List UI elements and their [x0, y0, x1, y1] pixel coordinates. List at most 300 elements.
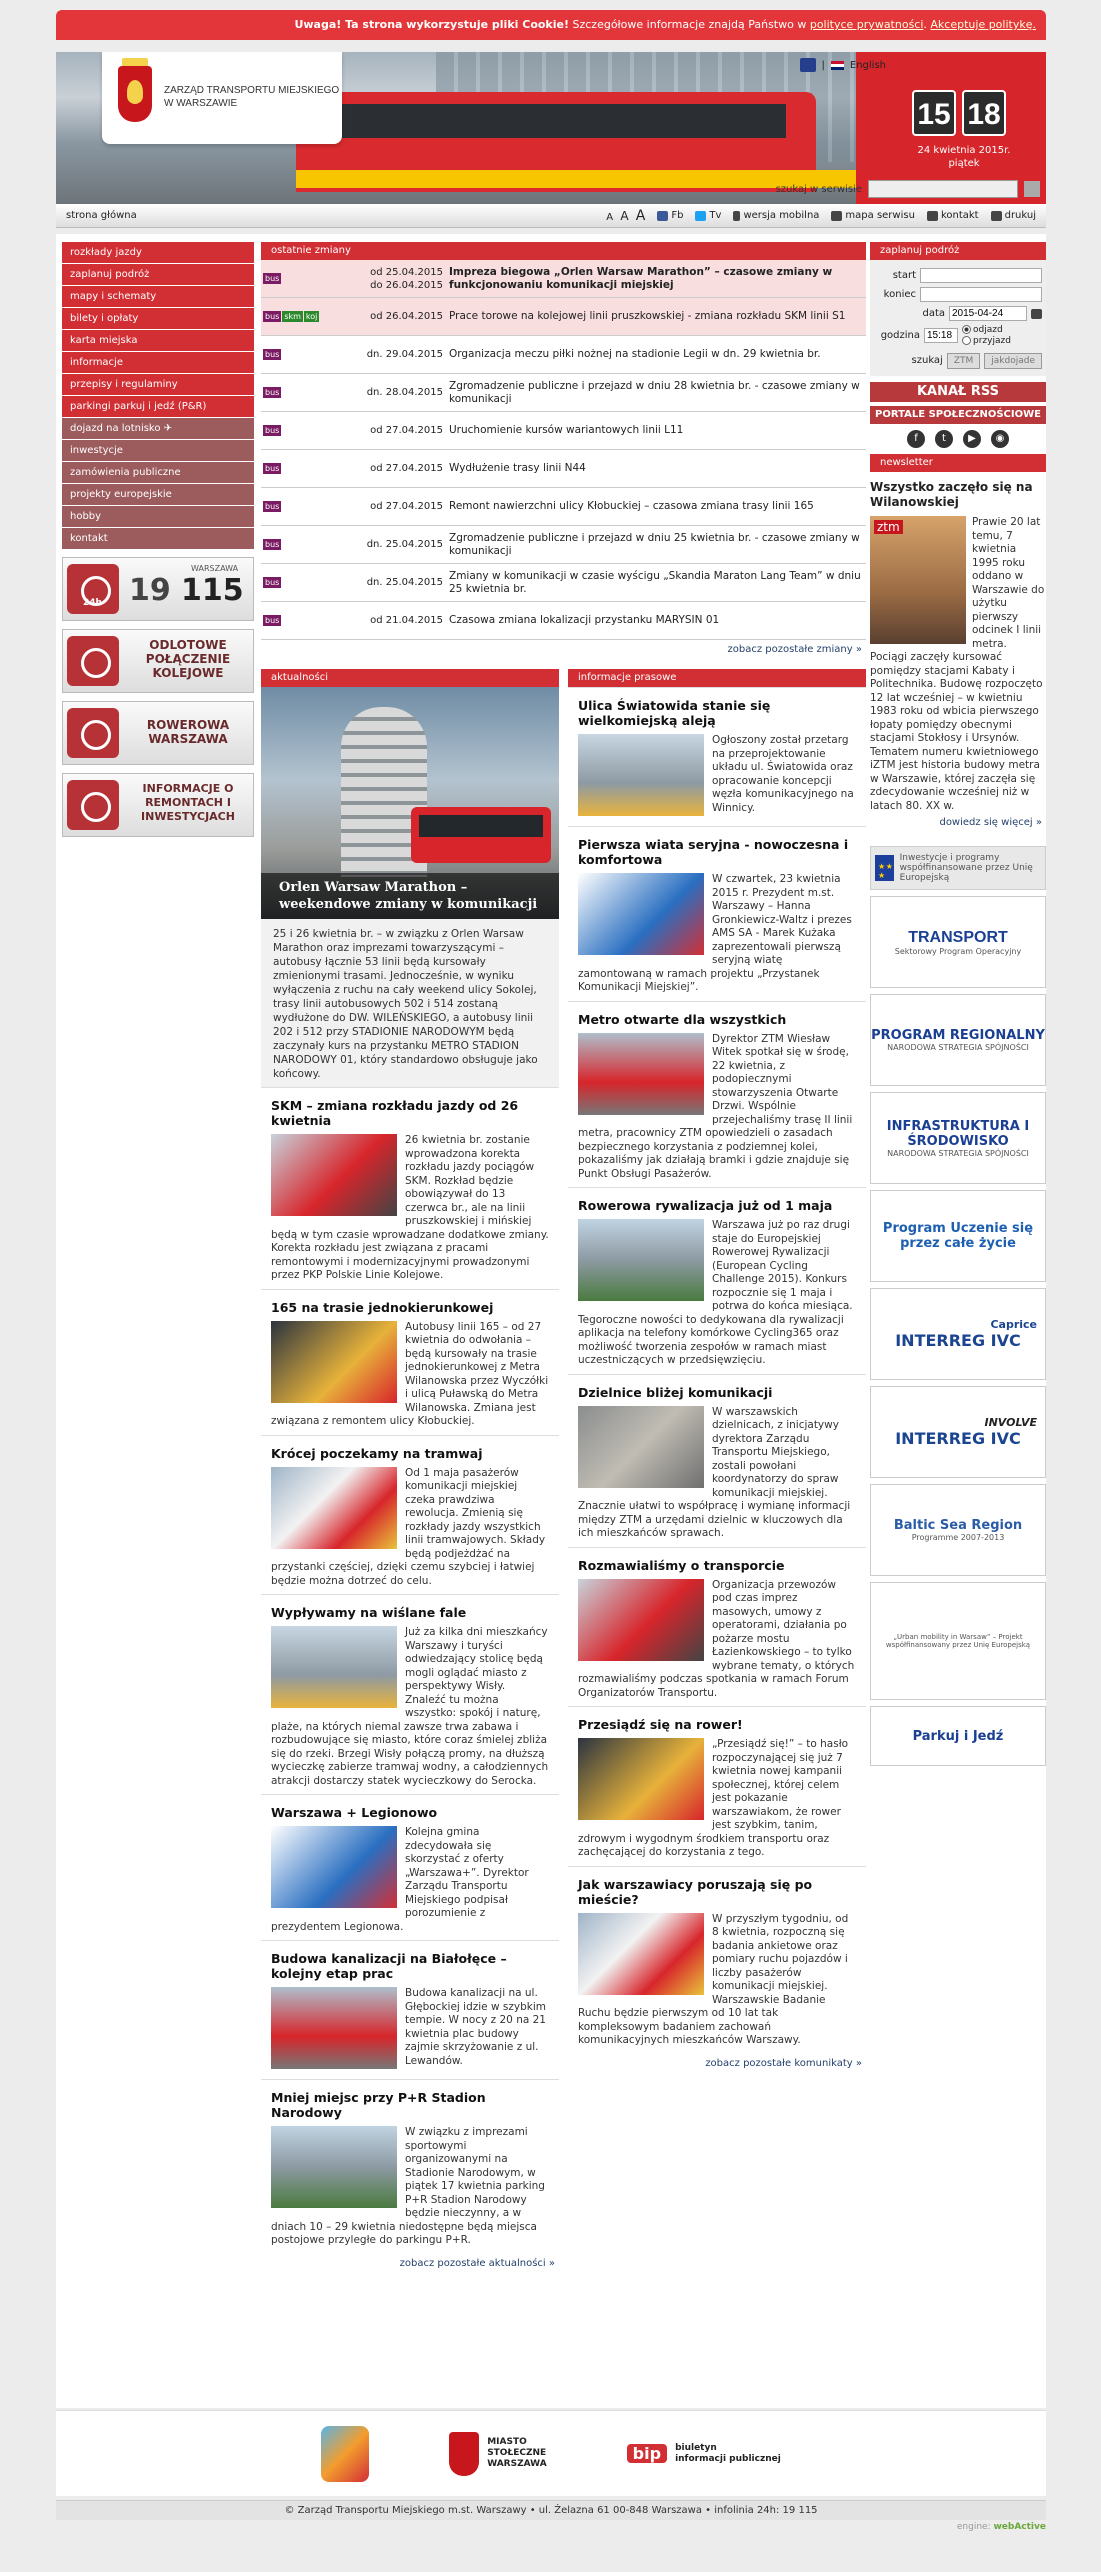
- facebook-icon: [657, 211, 668, 221]
- time-label: godzina: [880, 329, 920, 341]
- press-thumbnail[interactable]: [578, 1406, 704, 1488]
- arrival-label: przyjazd: [973, 335, 1011, 346]
- badge-bus: bus: [265, 426, 280, 435]
- change-date-from: od 27.04.2015: [370, 501, 443, 512]
- nav-item-karta[interactable]: karta miejska: [62, 330, 254, 351]
- eu-programs-label: Inwestycje i programy współfinansowane przez Unię Europejską: [899, 853, 1033, 883]
- rss-link[interactable]: KANAŁ RSS: [870, 382, 1046, 402]
- news-item: [261, 1289, 559, 1435]
- sitemap-label: mapa serwisu: [845, 210, 915, 221]
- youtube-icon[interactable]: ▶: [963, 430, 981, 448]
- worker-icon: [67, 780, 119, 830]
- sponsor-parkuj[interactable]: [870, 1706, 1046, 1766]
- toolbar-tools: [602, 208, 1036, 224]
- nav-item-parkingi[interactable]: parkingi parkuj i jedź (P&R): [62, 396, 254, 417]
- sponsor-infra-title: INFRASTRUKTURA I ŚRODOWISKO: [886, 1118, 1030, 1149]
- change-date-from: od 25.04.2015: [370, 266, 443, 278]
- promo-number-19: 19: [129, 573, 171, 608]
- press-text: „Przesiądź się!” – to hasło rozpoczynającej się już 7 kwietnia nowej kampanii społecznej, której celem jest pokazanie warszawiakom, że rower jest szybkim, tanim, zdrowym i wygodnym środkiem transportu oraz zachęcającej do korzystania z tego.: [578, 1738, 849, 1858]
- sitemap-icon: [831, 211, 842, 221]
- news-thumbnail[interactable]: [271, 1987, 397, 2069]
- date-text: 24 kwietnia 2015r.: [917, 145, 1011, 156]
- sponsor-baltic-sub: Programme 2007-2013: [911, 1533, 1005, 1542]
- news-title[interactable]: Budowa kanalizacji na Białołęce – kolejny etap prac: [271, 1951, 507, 1981]
- sponsor-baltic[interactable]: [870, 1484, 1046, 1576]
- promo-airport-rail[interactable]: [62, 629, 254, 693]
- featured-news-text: 25 i 26 kwietnia br. – w związku z Orlen Warsaw Marathon oraz imprezami towarzyszącymi – autobusy łącznie 53 linii będą kursowały zmienionymi trasami. Jednocześnie, w wyniku wyłączenia z ruchu na cały weekend ulicy Sokolej, trasy linii autobusowych 502 i 514 zostaną wydłużone do DW. WILEŃSKIEGO, a autobusy linii 202 i 512 przy STADIONIE NARODOWYM będą zaczynały kurs na przystanku METRO STADION NARODOWY 01, który standardowo obsługuje jako końcowy.: [261, 919, 559, 1087]
- warsaw-crest-icon: [449, 2432, 479, 2476]
- camera-icon[interactable]: ◉: [991, 430, 1009, 448]
- news-title[interactable]: SKM – zmiana rozkładu jazdy od 26 kwietnia: [271, 1098, 519, 1128]
- news-title[interactable]: 165 na trasie jednokierunkowej: [271, 1299, 494, 1315]
- press-item: [568, 826, 866, 1001]
- press-text: W warszawskich dzielnicach, z inicjatywy dyrektora Zarządu Transportu Miejskiego, zostali powołani koordynatorzy do spraw komunikacji miejskiej. Znacznie ułatwi to współpracę i wymianę informacji między ZTM a urzędami dzielnic w kluczowych dla ich mieszkańców sprawach.: [578, 1405, 851, 1539]
- change-dates: [323, 462, 449, 475]
- change-row[interactable]: [261, 602, 866, 640]
- sponsor-regional[interactable]: [870, 994, 1046, 1086]
- changes-list: [261, 260, 866, 640]
- newsletter-header: newsletter: [870, 454, 1046, 472]
- change-row[interactable]: [261, 564, 866, 602]
- change-title: Prace torowe na kolejowej linii pruszkowskiej - zmiana rozkładu SKM linii S1: [449, 310, 846, 322]
- promo-repairs-label: INFORMACJE O REMONTACH I INWESTYCJACH: [141, 782, 235, 823]
- arrow-icon: »: [855, 644, 862, 655]
- press-text: Dyrektor ZTM Wiesław Witek spotkał się w środę, 22 kwietnia, z podopiecznymi stowarzyszenia Otwarte Drzwi. Wspólnie przejechaliśmy trasę II linii metra, pracownicy ZTM opowiedzieli o zasadach bezpiecznego korzystania z podziemnej kolei, pokazaliśmy jak działają bramki i gdzie znajduje się Punkt Obsługi Pasażerów.: [578, 1032, 853, 1180]
- changes-header: ostatnie zmiany: [261, 242, 866, 260]
- news-text: Autobusy linii 165 – od 27 kwietnia do odwołania – będą kursowały na trasie jednokierunkowej z Metra Wilanowska przez Wyczółki i ulicą Puławską do Metra Wilanowska. Zmiana jest związana z remontem ulicy Kłobuckiej.: [271, 1320, 549, 1427]
- engine-name[interactable]: webActive: [993, 2522, 1046, 2532]
- press-item: [568, 1547, 866, 1707]
- change-title: Impreza biegowa „Orlen Warsaw Marathon” – czasowe zmiany w funkcjonowaniu komunikacji miejskiej: [449, 265, 833, 291]
- badge-koj: koj: [305, 312, 318, 321]
- press-item: [568, 1866, 866, 2054]
- language-switch: | English: [800, 58, 886, 72]
- news-text: Budowa kanalizacji na ul. Głębockiej idzie w szybkim tempie. W nocy z 20 na 21 kwietnia plac budowy zajmie skrzyżowanie z ul. Lewandów.: [405, 1987, 546, 2067]
- promo-bike-label: ROWEROWA WARSZAWA: [146, 718, 230, 746]
- nav-item-przepisy[interactable]: przepisy i regulaminy: [62, 374, 254, 395]
- bip-line1: biuletyn: [675, 2442, 717, 2453]
- facebook-label: Fb: [671, 210, 684, 221]
- sponsor-life-title: Program Uczenie się przez całe życie: [882, 1221, 1034, 1251]
- mode-badges: [261, 387, 323, 398]
- toolbar: [56, 204, 1046, 228]
- change-date-from: od 27.04.2015: [370, 425, 443, 436]
- news-item: [261, 1435, 559, 1595]
- font-large-button[interactable]: A: [635, 207, 646, 224]
- news-header: aktualności: [261, 669, 559, 687]
- news-item: [261, 1940, 559, 2079]
- print-link[interactable]: [991, 210, 1036, 221]
- news-thumbnail[interactable]: [271, 1321, 397, 1403]
- twitter-icon[interactable]: t: [935, 430, 953, 448]
- news-title[interactable]: Krócej poczekamy na tramwaj: [271, 1445, 483, 1461]
- nav-item-lotnisko[interactable]: dojazd na lotnisko ✈: [62, 418, 254, 439]
- change-title: Zmiany w komunikacji w czasie wyścigu „Skandia Maraton Lang Team” w dniu 25 kwietnia br.: [449, 569, 861, 595]
- news-title[interactable]: Wypływamy na wiślane fale: [271, 1605, 467, 1620]
- city-line1: MIASTO: [487, 2437, 527, 2447]
- press-item: [568, 1001, 866, 1188]
- news-text: Kolejna gmina zdecydowała się skorzystać z oferty „Warszawa+”. Dyrektor Zarządu Transportu Miejskiego podpisał porozumienie z prezydentem Legionowa.: [271, 1826, 529, 1933]
- mobile-label: wersja mobilna: [743, 210, 820, 221]
- mode-badges: [261, 615, 323, 626]
- news-thumbnail[interactable]: [271, 1467, 397, 1549]
- press-thumbnail[interactable]: [578, 1738, 704, 1820]
- envelope-icon: [927, 211, 938, 221]
- press-title[interactable]: Dzielnice bliżej komunikacji: [578, 1384, 773, 1400]
- promo-bike[interactable]: [62, 701, 254, 765]
- sponsor-transport-sub: Sektorowy Program Operacyjny: [894, 946, 1022, 956]
- sponsor-interreg1-title: INTERREG IVC: [895, 1331, 1021, 1350]
- nav-item-inwestycje[interactable]: inwestycje: [62, 440, 254, 461]
- promo-infolinia[interactable]: [62, 557, 254, 621]
- city-line3: WARSZAWA: [487, 2459, 547, 2469]
- change-dates: [323, 386, 449, 399]
- departure-radio[interactable]: [962, 325, 1042, 335]
- social-icons: [870, 424, 1046, 454]
- change-row[interactable]: [261, 450, 866, 488]
- sponsor-caprice-label: Caprice: [990, 1318, 1037, 1331]
- footer-logos: [56, 2410, 1046, 2496]
- main-content: [56, 234, 1046, 2408]
- logo-line1: ZARZĄD TRANSPORTU MIEJSKIEGO: [164, 85, 340, 96]
- cookie-text: Szczegółowe informacje znajdą Państwo w: [572, 18, 807, 31]
- bicycle-icon: [67, 708, 119, 758]
- change-dates: [323, 538, 449, 551]
- right-sidebar: [870, 242, 1046, 1766]
- press-thumbnail[interactable]: [578, 1219, 704, 1301]
- press-text: W czwartek, 23 kwietnia 2015 r. Prezydent m.st. Warszawy – Hanna Gronkiewicz-Waltz i prezes AMS SA - Marek Kużaka zaprezentowali pierwszą seryjną wiatę zamontowaną w ramach projektu „Przystanek Komunikacji Miejskiej”.: [578, 873, 852, 993]
- facebook-link[interactable]: [657, 210, 683, 221]
- news-section: [261, 669, 866, 2374]
- change-date-from: dn. 28.04.2015: [366, 387, 443, 398]
- sponsor-transport-title: TRANSPORT: [908, 928, 1008, 946]
- footer-city-text: [487, 2437, 546, 2470]
- sponsor-infra-sub: NARODOWA STRATEGIA SPÓJNOŚCI: [887, 1148, 1029, 1158]
- privacy-policy-link[interactable]: polityce prywatności: [809, 18, 924, 31]
- change-title: Czasowa zmiana lokalizacji przystanku MARYSIN 01: [449, 614, 720, 626]
- eu-programs-banner[interactable]: [870, 846, 1046, 890]
- end-label: koniec: [883, 289, 916, 300]
- press-thumbnail[interactable]: [578, 1913, 704, 1995]
- bip-icon: bip: [627, 2444, 667, 2463]
- mobile-version-link[interactable]: [733, 210, 819, 221]
- change-dates: [323, 266, 449, 292]
- accessibility-icon[interactable]: [800, 58, 816, 72]
- promo-number-115: 115: [181, 573, 244, 608]
- nav-item-projekty[interactable]: projekty europejskie: [62, 484, 254, 505]
- home-link[interactable]: strona główna: [66, 210, 137, 221]
- sitemap-link[interactable]: [831, 210, 915, 221]
- nav-item-kontakt[interactable]: kontakt: [62, 528, 254, 549]
- left-sidebar: [62, 242, 254, 837]
- promo-airport-label: ODLOTOWE POŁĄCZENIE KOLEJOWE: [145, 638, 231, 680]
- time-input[interactable]: [924, 328, 958, 343]
- press-thumbnail[interactable]: [578, 1033, 704, 1115]
- press-title[interactable]: Metro otwarte dla wszystkich: [578, 1011, 787, 1027]
- news-text: 26 kwietnia br. zostanie wprowadzona korekta rozkładu jazdy pociągów SKM. Rozkład będzie obowiązywał do 13 czerwca br., ale na linii pruszkowskiej i mińskiej będą w tym czasie wprowadzane dodatkowe zmiany. Korekta rozkładu jest związana z pracami remontowymi i modernizacyjnymi prowadzonymi przez PKP Polskie Linie Kolejowe.: [271, 1134, 549, 1281]
- clock-minutes: 18: [962, 90, 1006, 136]
- news-thumbnail[interactable]: [271, 1826, 397, 1908]
- twitter-label: Tv: [709, 210, 722, 221]
- font-small-button[interactable]: A: [606, 211, 614, 223]
- change-dates: [323, 614, 449, 627]
- nav-item-hobby[interactable]: hobby: [62, 506, 254, 527]
- press-thumbnail[interactable]: [578, 734, 704, 816]
- sponsor-parkuj-title: Parkuj i Jedź: [912, 1728, 1004, 1744]
- nav-item-mapy[interactable]: mapy i schematy: [62, 286, 254, 307]
- nav-item-zamowienia[interactable]: zamówienia publiczne: [62, 462, 254, 483]
- change-date-from: od 27.04.2015: [370, 463, 443, 474]
- arrival-radio[interactable]: [962, 336, 1042, 346]
- header: [56, 52, 1046, 204]
- news-item: [261, 1087, 559, 1289]
- press-list: [568, 687, 866, 2054]
- press-title[interactable]: Rowerowa rywalizacja już od 1 maja: [578, 1198, 833, 1213]
- change-dates: [323, 348, 449, 361]
- sponsor-interreg2-title: INTERREG IVC: [895, 1429, 1021, 1448]
- change-row[interactable]: [261, 260, 866, 298]
- change-row[interactable]: [261, 374, 866, 412]
- change-date-from: od 21.04.2015: [370, 615, 443, 626]
- clock: [912, 90, 1006, 136]
- promo-repairs[interactable]: [62, 773, 254, 837]
- badge-bus: bus: [265, 388, 280, 397]
- start-label: start: [892, 270, 916, 281]
- press-title[interactable]: Rozmawialiśmy o transporcie: [578, 1557, 785, 1573]
- change-dates: [323, 576, 449, 589]
- departure-label: odjazd: [973, 324, 1003, 335]
- time-mode: [962, 325, 1042, 346]
- press-item: [568, 687, 866, 826]
- logo-text: [164, 84, 339, 110]
- sponsor-baltic-title: Baltic Sea Region: [893, 1518, 1023, 1533]
- font-size-switch: [602, 208, 645, 224]
- sponsor-transport[interactable]: [870, 896, 1046, 988]
- campaign-logo-icon: [321, 2426, 369, 2482]
- ztm-logo[interactable]: [102, 52, 342, 144]
- change-date-from: dn. 25.04.2015: [366, 577, 443, 588]
- sponsor-interreg-caprice[interactable]: [870, 1288, 1046, 1380]
- calendar-icon[interactable]: [1031, 309, 1042, 319]
- mode-badges: [261, 463, 323, 474]
- change-title: Remont nawierzchni ulicy Kłobuckiej – czasowa zmiana trasy linii 165: [449, 500, 814, 512]
- press-thumbnail[interactable]: [578, 873, 704, 955]
- mode-badges: [261, 349, 323, 360]
- font-medium-button[interactable]: A: [620, 208, 629, 223]
- press-text: Ogłoszony został przetarg na przeprojektowanie układu ul. Światowida oraz opracowanie koncepcji węzła komunikacyjnego na Winnicy.: [712, 734, 854, 814]
- badge-bus: bus: [265, 578, 280, 587]
- badge-bus: bus: [265, 540, 280, 549]
- warsaw-crest-icon: [118, 66, 152, 122]
- press-title[interactable]: Jak warszawiacy poruszają się po mieście?: [578, 1876, 813, 1907]
- news-thumbnail[interactable]: [271, 1626, 397, 1708]
- newsletter-cover[interactable]: [870, 516, 966, 644]
- start-input[interactable]: [920, 268, 1042, 283]
- more-changes-link[interactable]: zobacz pozostałe zmiany: [727, 644, 853, 655]
- date-label: data: [922, 308, 945, 319]
- press-text: Organizacja przewozów pod czas imprez masowych, umowy z operatorami, działania po pożarze mostu Łazienkowskiego – to tylko wybrane tematy, o których rozmawialiśmy podczas spotkania w ramach Forum Organizatorów Transportu.: [578, 1578, 855, 1699]
- press-item: [568, 1374, 866, 1547]
- sponsor-regional-sub: NARODOWA STRATEGIA SPÓJNOŚCI: [887, 1043, 1029, 1052]
- news-list: [261, 1087, 559, 2254]
- press-thumbnail[interactable]: [578, 1579, 704, 1661]
- change-title: Zgromadzenie publiczne i przejazd w dniu 28 kwietnia br. - czasowe zmiany w komunikacji: [449, 379, 860, 405]
- footer-copyright: © Zarząd Transportu Miejskiego m.st. Warszawy • ul. Żelazna 61 00-848 Warszawa • infolinia 24h: 19 115: [56, 2500, 1046, 2520]
- phone-icon: [733, 211, 740, 221]
- change-row[interactable]: [261, 298, 866, 336]
- change-title: Wydłużenie trasy linii N44: [449, 462, 586, 474]
- social-portals-header: PORTALE SPOŁECZNOŚCIOWE: [870, 406, 1046, 424]
- clock-hours: 15: [912, 90, 956, 136]
- newsletter-more-link[interactable]: dowiedz się więcej: [939, 817, 1033, 828]
- center-column: [261, 242, 866, 2374]
- badge-bus: bus: [265, 502, 280, 511]
- press-item: [568, 1706, 866, 1866]
- arrow-icon: »: [855, 2057, 862, 2069]
- contact-label: kontakt: [940, 210, 979, 221]
- site-search: [776, 180, 1040, 198]
- nav-item-zaplanuj[interactable]: zaplanuj podróż: [62, 264, 254, 285]
- change-dates: [323, 500, 449, 513]
- press-text: Warszawa już po raz drugi staje do Europejskiej Rowerowej Rywalizacji (European Cycling Challenge 2015). Konkurs rozpocznie się 1 maja i potrwa do końca miesiąca. Tegoroczne nowości to dedykowana dla rywalizacji aplikacja na telefony komórkowe Cycling365 oraz możliwość tworzenia zespołów w ramach miast uczestniczących w przedsięwzięciu.: [578, 1219, 853, 1366]
- airplane-icon: [67, 636, 119, 686]
- change-title: Organizacja meczu piłki nożnej na stadionie Legii w dn. 29 kwietnia br.: [449, 348, 821, 360]
- city-line2: STOŁECZNE: [487, 2448, 547, 2458]
- press-text: W przyszłym tygodniu, od 8 kwietnia, rozpoczną się badania ankietowe oraz pomiary ruchu pojazdów i liczby pasażerów komunikacji miejskiej. Warszawskie Badanie Ruchu będzie pierwszym od 10 lat tak kompleksowym badaniem zachowań komunikacyjnych mieszkańców Warszawy.: [578, 1912, 849, 2046]
- header-bus-windows: [326, 104, 786, 138]
- badge-bus: bus: [265, 350, 280, 359]
- change-row[interactable]: [261, 526, 866, 564]
- english-link[interactable]: English: [849, 59, 886, 71]
- news-title[interactable]: Mniej miejsc przy P+R Stadion Narodowy: [271, 2090, 486, 2120]
- footer-logo-bip[interactable]: [627, 2443, 781, 2465]
- sponsor-lifelong-learning[interactable]: [870, 1190, 1046, 1282]
- press-item: [568, 1187, 866, 1374]
- featured-photo-bus: [411, 807, 551, 863]
- change-row[interactable]: [261, 412, 866, 450]
- cookie-warning: Uwaga! Ta strona wykorzystuje pliki Cookie!: [294, 18, 569, 31]
- change-date-from: dn. 29.04.2015: [366, 349, 443, 360]
- footer-logo-warszawa[interactable]: [449, 2432, 546, 2476]
- newsletter-text: Prawie 20 lat temu, 7 kwietnia 1995 roku oddano w Warszawie do użytku pierwszy odcinek I linii metra. Pociągi zaczęły kursować pomiędzy stacjami Kabaty i Politechnika. Budowę rozpoczęto 12 lat wcześniej – w kwietniu 1983 roku od wbicia pierwszego łopaty pomiędzy obecnymi stacjami Stokłosy i Ursynów. Tematem numeru kwietniowego iZTM jest historia budowy metra w Warszawie, której zaczęła się zdecydowanie wcześniej niż w latach 80. XX w.: [870, 516, 1045, 812]
- footer-engine: [56, 2522, 1046, 2538]
- promo-warszawa-label: WARSZAWA: [191, 564, 239, 573]
- change-title: Uruchomienie kursów wariantowych linii L11: [449, 424, 684, 436]
- ztm-search-button[interactable]: ZTM: [947, 353, 980, 369]
- press-title[interactable]: Przesiądź się na rower!: [578, 1717, 743, 1732]
- featured-news-title: Orlen Warsaw Marathon – weekendowe zmiany w komunikacji: [261, 873, 559, 919]
- uk-flag-icon[interactable]: [831, 61, 844, 70]
- search-input[interactable]: [868, 180, 1018, 198]
- cookie-bar: Uwaga! Ta strona wykorzystuje pliki Cookie! Szczegółowe informacje znajdą Państwo w polityce prywatności. Akceptuje politykę.: [56, 10, 1046, 40]
- sponsor-infrastructure[interactable]: [870, 1092, 1046, 1184]
- news-item: [261, 2079, 559, 2254]
- mode-badges: [261, 311, 323, 322]
- arrow-icon: »: [548, 2257, 555, 2269]
- eu-flag-icon: [875, 855, 894, 881]
- search-icon[interactable]: [1024, 181, 1040, 197]
- news-text: Od 1 maja pasażerów komunikacji miejskiej czeka prawdziwa rewolucja. Zmienią się rozkłady jazdy wszystkich linii tramwajowych. Składy będą podjeżdżać na przystanki częściej, dzięki czemu szybciej i łatwiej będzie można dotrzeć do celu.: [271, 1466, 546, 1587]
- more-news-link[interactable]: zobacz pozostałe aktualności: [399, 2257, 546, 2269]
- badge-bus: bus: [265, 616, 280, 625]
- search-provider-label: szukaj: [911, 355, 943, 366]
- change-title: Zgromadzenie publiczne i przejazd w dniu 25 kwietnia br. - czasowe zmiany w komunikacji: [449, 531, 860, 557]
- press-column: [568, 669, 866, 2073]
- mode-badges: [261, 425, 323, 436]
- accept-cookie-link[interactable]: Akceptuje politykę.: [930, 18, 1036, 31]
- badge-skm: skm: [284, 312, 301, 321]
- footer-logo-campaign[interactable]: [321, 2426, 369, 2482]
- twitter-link[interactable]: [695, 210, 721, 221]
- journey-planner: [870, 260, 1046, 376]
- mode-badges: [261, 539, 323, 550]
- engine-label: engine:: [956, 2522, 991, 2532]
- sponsor-regional-title: PROGRAM REGIONALNY: [871, 1028, 1045, 1043]
- news-column: [261, 669, 559, 2273]
- jakdojade-button[interactable]: jakdojade: [984, 353, 1042, 369]
- badge-bus: bus: [265, 312, 280, 321]
- logo-line2: W WARSZAWIE: [164, 98, 238, 109]
- search-label: szukaj w serwisie: [775, 183, 862, 195]
- news-text: W związku z imprezami sportowymi organizowanymi na Stadionie Narodowym, w piątek 17 kwietnia parking P+R Stadion Narodowy będzie nieczynny, a w dniach 10 – 29 kwietnia niedostępne będą miejsca postojowe przyległe do parkingu P+R.: [271, 2126, 545, 2246]
- nav-item-informacje[interactable]: informacje: [62, 352, 254, 373]
- badge-bus: bus: [265, 274, 280, 283]
- mode-badges: [261, 501, 323, 512]
- twitter-icon: [695, 211, 706, 221]
- sponsors: [870, 846, 1046, 1766]
- date-input[interactable]: [949, 306, 1027, 321]
- nav-item-rozklady[interactable]: rozkłady jazdy: [62, 242, 254, 263]
- newsletter-title[interactable]: Wszystko zaczęło się na Wilanowskiej: [870, 480, 1033, 509]
- promo-24h-label: 24h: [83, 598, 102, 608]
- news-text: Już za kilka dni mieszkańcy Warszawy i turyści odwiedzający stolicę będą mogli oglądać miasto z perspektywy Wisły. Znaleźć tu można wszystko: spokój i naturę, plaże, na których niemal zawsze trwa zabawa i rozbudowujące się miasto, które coraz śmielej zbliża się do rzeki. Brzegi Wisły połączą promy, na dłuższą wycieczkę zabierze tramwaj wodny, a całodziennych atrakcji dostarczy statek wycieczkowy do Serocka.: [271, 1626, 549, 1787]
- printer-icon: [991, 211, 1002, 221]
- change-dates: [323, 424, 449, 437]
- print-label: drukuj: [1004, 210, 1036, 221]
- badge-bus: bus: [265, 464, 280, 473]
- planner-header: zaplanuj podróż: [870, 242, 1046, 260]
- press-title[interactable]: Pierwsza wiata seryjna - nowoczesna i komfortowa: [578, 837, 849, 867]
- news-item: [261, 1594, 559, 1794]
- press-header: informacje prasowe: [568, 669, 866, 687]
- mode-badges: [261, 273, 323, 284]
- news-thumbnail[interactable]: [271, 2126, 397, 2208]
- bip-text: [675, 2443, 781, 2465]
- change-row[interactable]: [261, 336, 866, 374]
- mode-badges: [261, 577, 323, 588]
- end-input[interactable]: [920, 287, 1042, 302]
- contact-link[interactable]: [927, 210, 979, 221]
- sponsor-urban-mobility[interactable]: [870, 1582, 1046, 1700]
- current-date: [904, 144, 1024, 170]
- sponsor-interreg-involve[interactable]: [870, 1386, 1046, 1478]
- change-row[interactable]: [261, 488, 866, 526]
- arrow-icon: »: [1035, 817, 1042, 828]
- change-date-to: do 26.04.2015: [370, 279, 443, 291]
- nav-item-bilety[interactable]: bilety i opłaty: [62, 308, 254, 329]
- more-press-link[interactable]: zobacz pozostałe komunikaty: [705, 2057, 853, 2069]
- press-title[interactable]: Ulica Światowida stanie się wielkomiejską aleją: [578, 698, 771, 728]
- facebook-icon[interactable]: f: [907, 430, 925, 448]
- news-thumbnail[interactable]: [271, 1134, 397, 1216]
- change-date-from: dn. 25.04.2015: [366, 539, 443, 550]
- sponsor-small-text: „Urban mobility in Warsaw” – Projekt współfinansowany przez Unię Europejską: [885, 1633, 1031, 1649]
- sponsor-involve-label: INVOLVE: [984, 1416, 1037, 1429]
- news-item: [261, 1794, 559, 1940]
- bip-line2: informacji publicznej: [675, 2453, 781, 2464]
- news-title[interactable]: Warszawa + Legionowo: [271, 1805, 438, 1820]
- featured-news[interactable]: [261, 687, 559, 919]
